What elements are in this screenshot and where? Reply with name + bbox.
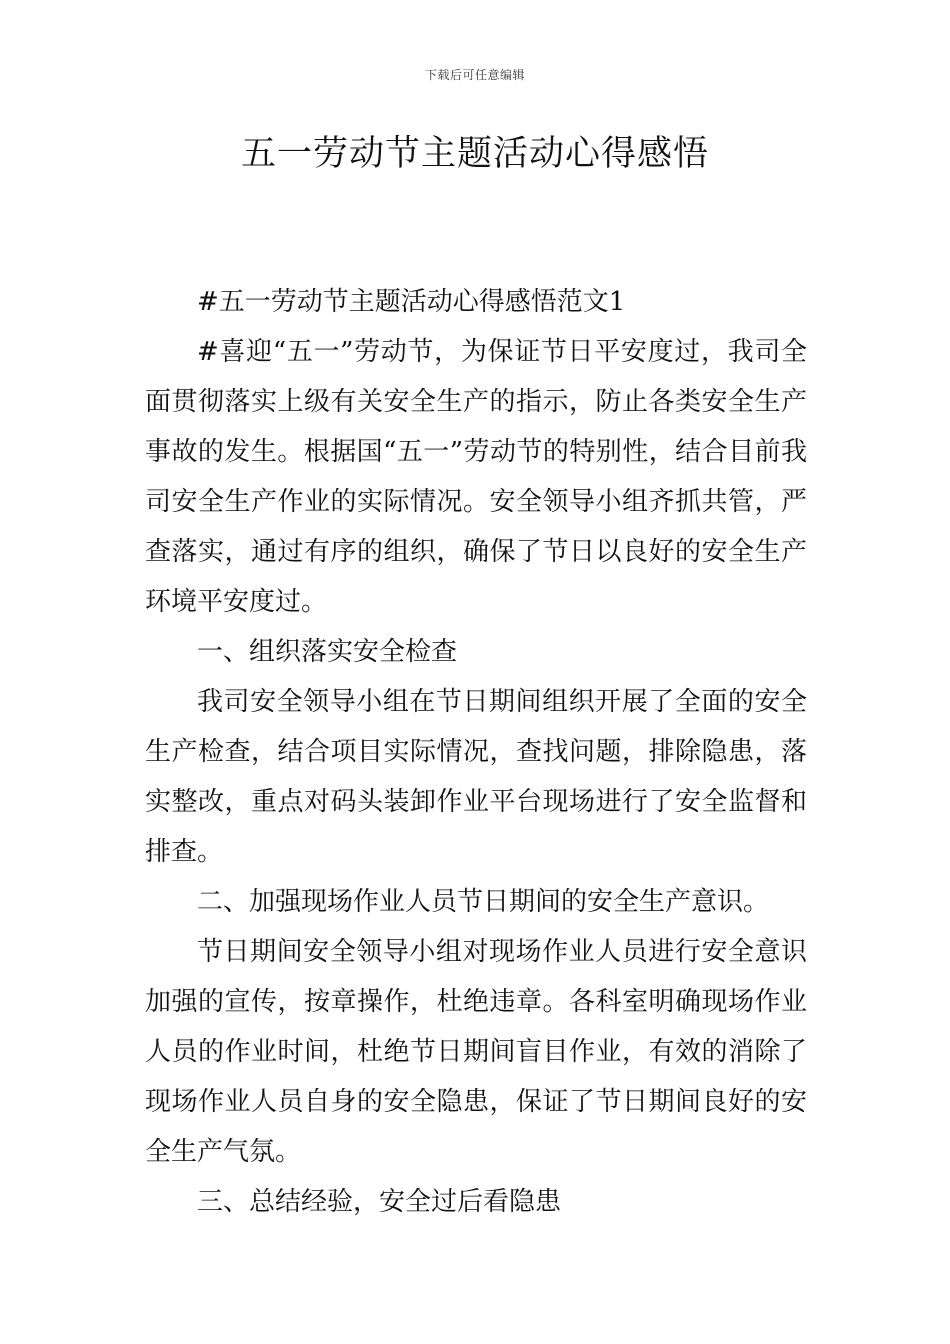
section-paragraph-2: 节日期间安全领导小组对现场作业人员进行安全意识加强的宣传，按章操作，杜绝违章。各科室明确现场作业人员的作业时间，杜绝节日期间盲目作业，有效的消除了现场作业人员自身的安全隐患，保证了节日期间良好的安全生产气氛。 xyxy=(145,937,807,1167)
document-title: 五一劳动节主题活动心得感悟 xyxy=(240,134,709,174)
section-heading-1: 一、组织落实安全检查 xyxy=(197,637,458,667)
intro-paragraph: #喜迎“五一”劳动节，为保证节日平安度过，我司全面贯彻落实上级有关安全生产的指示，防止各类安全生产事故的发生。根据国“五一”劳动节的特别性，结合目前我司安全生产作业的实际情况。安全领导小组齐抓共管，严查落实，通过有序的组织，确保了节日以良好的安全生产环境平安度过。 xyxy=(145,337,807,617)
page-header-note: 下载后可任意编辑 xyxy=(424,68,525,82)
section-heading-3: 三、总结经验，安全过后看隐患 xyxy=(197,1187,562,1217)
subtitle-paragraph: #五一劳动节主题活动心得感悟范文1 xyxy=(197,287,626,317)
section-paragraph-1: 我司安全领导小组在节日期间组织开展了全面的安全生产检查，结合项目实际情况，查找问题，排除隐患，落实整改，重点对码头装卸作业平台现场进行了安全监督和排查。 xyxy=(145,687,807,867)
section-heading-2: 二、加强现场作业人员节日期间的安全生产意识。 xyxy=(197,887,770,917)
document-body xyxy=(145,277,807,1227)
